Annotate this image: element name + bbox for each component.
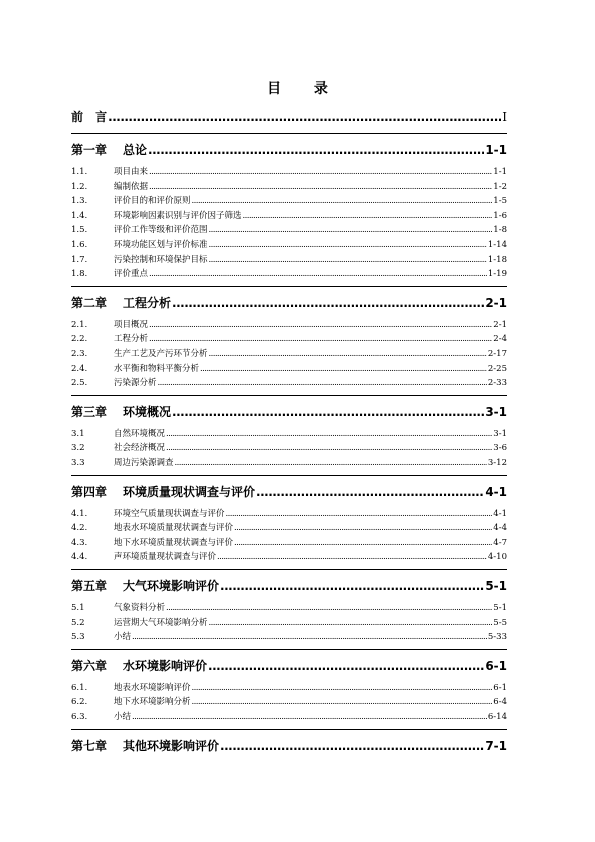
item-page: 2-4	[493, 334, 507, 345]
leader-dots	[220, 579, 484, 593]
chapter-page: 7-1	[485, 738, 507, 753]
item-number: 3.3	[71, 458, 85, 468]
toc-item[interactable]	[71, 209, 507, 221]
chapter-page: 4-1	[485, 484, 507, 499]
leader-dots	[166, 443, 492, 453]
chapter-divider	[71, 569, 507, 570]
toc-item[interactable]	[71, 630, 507, 642]
item-page: 6-1	[493, 682, 507, 693]
item-page: 5-1	[493, 603, 507, 613]
item-number: 4.3.	[71, 537, 88, 548]
leader-dots	[256, 485, 484, 499]
chapter-number: 第六章	[71, 658, 108, 673]
item-title: 工程分析	[114, 334, 149, 345]
toc-item[interactable]	[71, 456, 507, 468]
toc-item[interactable]	[71, 180, 507, 192]
item-number: 5.1	[71, 603, 85, 613]
toc-item[interactable]	[71, 441, 507, 453]
leader-dots	[209, 255, 487, 265]
item-page: 1-18	[487, 254, 507, 265]
leader-dots	[192, 697, 493, 707]
leader-dots	[209, 618, 493, 628]
item-number: 3.2	[71, 443, 85, 454]
item-number: 1.2.	[71, 181, 88, 192]
item-page: 4-7	[493, 537, 507, 548]
leader-dots	[220, 739, 484, 753]
item-title: 污染控制和环境保护目标	[114, 254, 208, 265]
item-number: 2.1.	[71, 319, 88, 330]
toc-preface[interactable]	[71, 108, 507, 125]
chapter-title: 环境概况	[123, 404, 172, 419]
leader-dots	[208, 659, 484, 673]
chapter-divider	[71, 133, 507, 134]
leader-dots	[149, 334, 492, 344]
leader-dots	[149, 182, 492, 192]
item-page: 1-19	[487, 269, 507, 280]
item-page: 1-14	[487, 240, 507, 250]
toc-item[interactable]	[71, 550, 507, 562]
leader-dots	[149, 269, 487, 279]
item-page: 3-1	[493, 428, 507, 439]
toc-item[interactable]	[71, 376, 507, 388]
item-page: 6-14	[487, 712, 507, 722]
leader-dots	[209, 349, 487, 359]
item-page: 2-1	[493, 319, 507, 330]
item-title: 项目由来	[114, 167, 149, 177]
item-page: 4-10	[487, 552, 507, 563]
item-page: 1-8	[493, 225, 507, 236]
toc-item[interactable]	[71, 332, 507, 344]
leader-dots	[200, 364, 487, 374]
item-title: 评价工作等级和评价范围	[114, 225, 208, 236]
item-title: 污染源分析	[114, 378, 157, 389]
item-title: 环境空气质量现状调查与评价	[114, 508, 225, 519]
toc-item[interactable]	[71, 347, 507, 359]
leader-dots	[132, 712, 487, 722]
item-page: 6-4	[493, 697, 507, 708]
item-number: 6.2.	[71, 697, 88, 708]
chapter-page: 6-1	[485, 658, 507, 673]
leader-dots	[217, 552, 487, 562]
page-title: 目 录	[267, 81, 342, 97]
leader-dots	[234, 538, 492, 548]
leader-dots	[148, 143, 484, 157]
item-number: 4.4.	[71, 552, 88, 563]
item-number: 4.2.	[71, 523, 88, 534]
item-page: 2-33	[487, 378, 507, 389]
item-page: 4-1	[493, 508, 507, 519]
item-page: 1-1	[493, 167, 507, 177]
item-title: 地下水环境影响分析	[114, 697, 191, 708]
toc-item[interactable]	[71, 681, 507, 693]
toc-chapter[interactable]	[71, 141, 507, 158]
leader-dots	[166, 603, 492, 613]
item-title: 气象资料分析	[114, 603, 166, 613]
toc-chapter[interactable]	[71, 657, 507, 674]
item-number: 1.4.	[71, 210, 88, 221]
item-page: 1-5	[493, 196, 507, 207]
chapter-divider	[71, 729, 507, 730]
toc-chapter[interactable]	[71, 737, 507, 754]
item-title: 声环境质量现状调查与评价	[114, 552, 217, 563]
leader-dots	[166, 429, 492, 439]
toc-item[interactable]	[71, 238, 507, 250]
toc-item[interactable]	[71, 536, 507, 548]
chapter-page: 5-1	[485, 579, 507, 593]
item-page: 4-4	[493, 523, 507, 534]
item-number: 4.1.	[71, 508, 88, 519]
item-number: 2.5.	[71, 378, 88, 389]
toc-chapter[interactable]	[71, 403, 507, 420]
chapter-divider	[71, 649, 507, 650]
item-title: 地表水环境影响评价	[114, 682, 191, 693]
toc-chapter[interactable]	[71, 483, 507, 500]
leader-dots	[158, 378, 487, 388]
item-title: 小结	[114, 632, 132, 643]
item-title: 地表水环境质量现状调查与评价	[114, 523, 234, 534]
toc-item[interactable]	[71, 267, 507, 279]
toc-item[interactable]	[71, 507, 507, 519]
chapter-divider	[71, 475, 507, 476]
toc-item[interactable]	[71, 601, 507, 613]
chapter-title: 环境质量现状调查与评价	[123, 484, 256, 499]
item-page: 1-2	[493, 181, 507, 192]
item-number: 1.3.	[71, 196, 88, 207]
item-title: 自然环境概况	[114, 428, 166, 439]
preface-label-a: 前	[71, 110, 84, 124]
chapter-number: 第二章	[71, 295, 108, 310]
leader-dots	[149, 320, 492, 330]
item-page: 2-25	[487, 363, 507, 374]
item-number: 1.5.	[71, 225, 88, 236]
preface-page: I	[502, 110, 507, 124]
chapter-page: 1-1	[485, 143, 507, 157]
item-number: 5.2	[71, 617, 85, 628]
item-number: 6.1.	[71, 682, 88, 693]
chapter-title: 其他环境影响评价	[123, 738, 220, 753]
leader-dots	[192, 196, 493, 206]
item-number: 2.2.	[71, 334, 88, 345]
leader-dots	[108, 110, 501, 124]
leader-dots	[149, 167, 492, 177]
item-page: 2-17	[487, 349, 507, 359]
chapter-divider	[71, 395, 507, 396]
item-page: 5-5	[493, 617, 507, 628]
chapter-number: 第一章	[71, 143, 108, 157]
leader-dots	[226, 509, 493, 519]
item-page: 3-6	[493, 443, 507, 454]
item-number: 5.3	[71, 632, 85, 643]
chapter-title: 水环境影响评价	[123, 658, 208, 673]
toc-item[interactable]	[71, 695, 507, 707]
leader-dots	[234, 523, 492, 533]
item-title: 水平衡和物料平衡分析	[114, 363, 200, 374]
chapter-number: 第五章	[71, 579, 108, 593]
chapter-number: 第三章	[71, 404, 108, 419]
item-number: 1.8.	[71, 269, 88, 280]
toc-chapter[interactable]	[71, 294, 507, 311]
item-number: 2.3.	[71, 349, 88, 359]
leader-dots	[132, 632, 487, 642]
preface-label-b: 言	[95, 110, 108, 124]
item-number: 1.6.	[71, 240, 88, 250]
leader-dots	[243, 211, 493, 221]
item-number: 6.3.	[71, 712, 88, 722]
leader-dots	[192, 683, 493, 693]
toc-item[interactable]	[71, 710, 507, 722]
toc-item[interactable]	[71, 427, 507, 439]
item-title: 地下水环境质量现状调查与评价	[114, 537, 234, 548]
item-page: 5-33	[487, 632, 507, 643]
toc-item[interactable]	[71, 223, 507, 235]
leader-dots	[172, 405, 484, 419]
toc-item[interactable]	[71, 521, 507, 533]
chapter-title: 总论	[123, 143, 148, 157]
chapter-number: 第四章	[71, 484, 108, 499]
item-title: 周边污染源调查	[114, 458, 174, 468]
toc-item[interactable]	[71, 362, 507, 374]
item-title: 评价重点	[114, 269, 149, 280]
item-page: 3-12	[487, 458, 507, 468]
toc-item[interactable]	[71, 253, 507, 265]
leader-dots	[172, 296, 484, 310]
item-number: 1.1.	[71, 167, 88, 177]
chapter-divider	[71, 286, 507, 287]
item-title: 运营期大气环境影响分析	[114, 617, 208, 628]
leader-dots	[209, 225, 493, 235]
chapter-title: 大气环境影响评价	[123, 579, 220, 593]
leader-dots	[175, 458, 487, 468]
item-title: 生产工艺及产污环节分析	[114, 349, 208, 359]
item-number: 3.1	[71, 428, 85, 439]
toc-item[interactable]	[71, 165, 507, 177]
chapter-number: 第七章	[71, 738, 108, 753]
item-title: 环境影响因素识别与评价因子筛选	[114, 210, 242, 221]
item-title: 评价目的和评价原则	[114, 196, 191, 207]
item-number: 2.4.	[71, 363, 88, 374]
leader-dots	[209, 240, 487, 250]
toc-item[interactable]	[71, 318, 507, 330]
item-title: 小结	[114, 712, 132, 722]
item-number: 1.7.	[71, 254, 88, 265]
item-title: 社会经济概况	[114, 443, 166, 454]
toc-chapter[interactable]	[71, 577, 507, 594]
toc-item[interactable]	[71, 194, 507, 206]
item-title: 环境功能区划与评价标准	[114, 240, 208, 250]
chapter-page: 3-1	[485, 404, 507, 419]
item-page: 1-6	[493, 210, 507, 221]
chapter-page: 2-1	[485, 295, 507, 310]
chapter-title: 工程分析	[123, 295, 172, 310]
item-title: 编制依据	[114, 181, 149, 192]
item-title: 项目概况	[114, 319, 149, 330]
toc-item[interactable]	[71, 616, 507, 628]
